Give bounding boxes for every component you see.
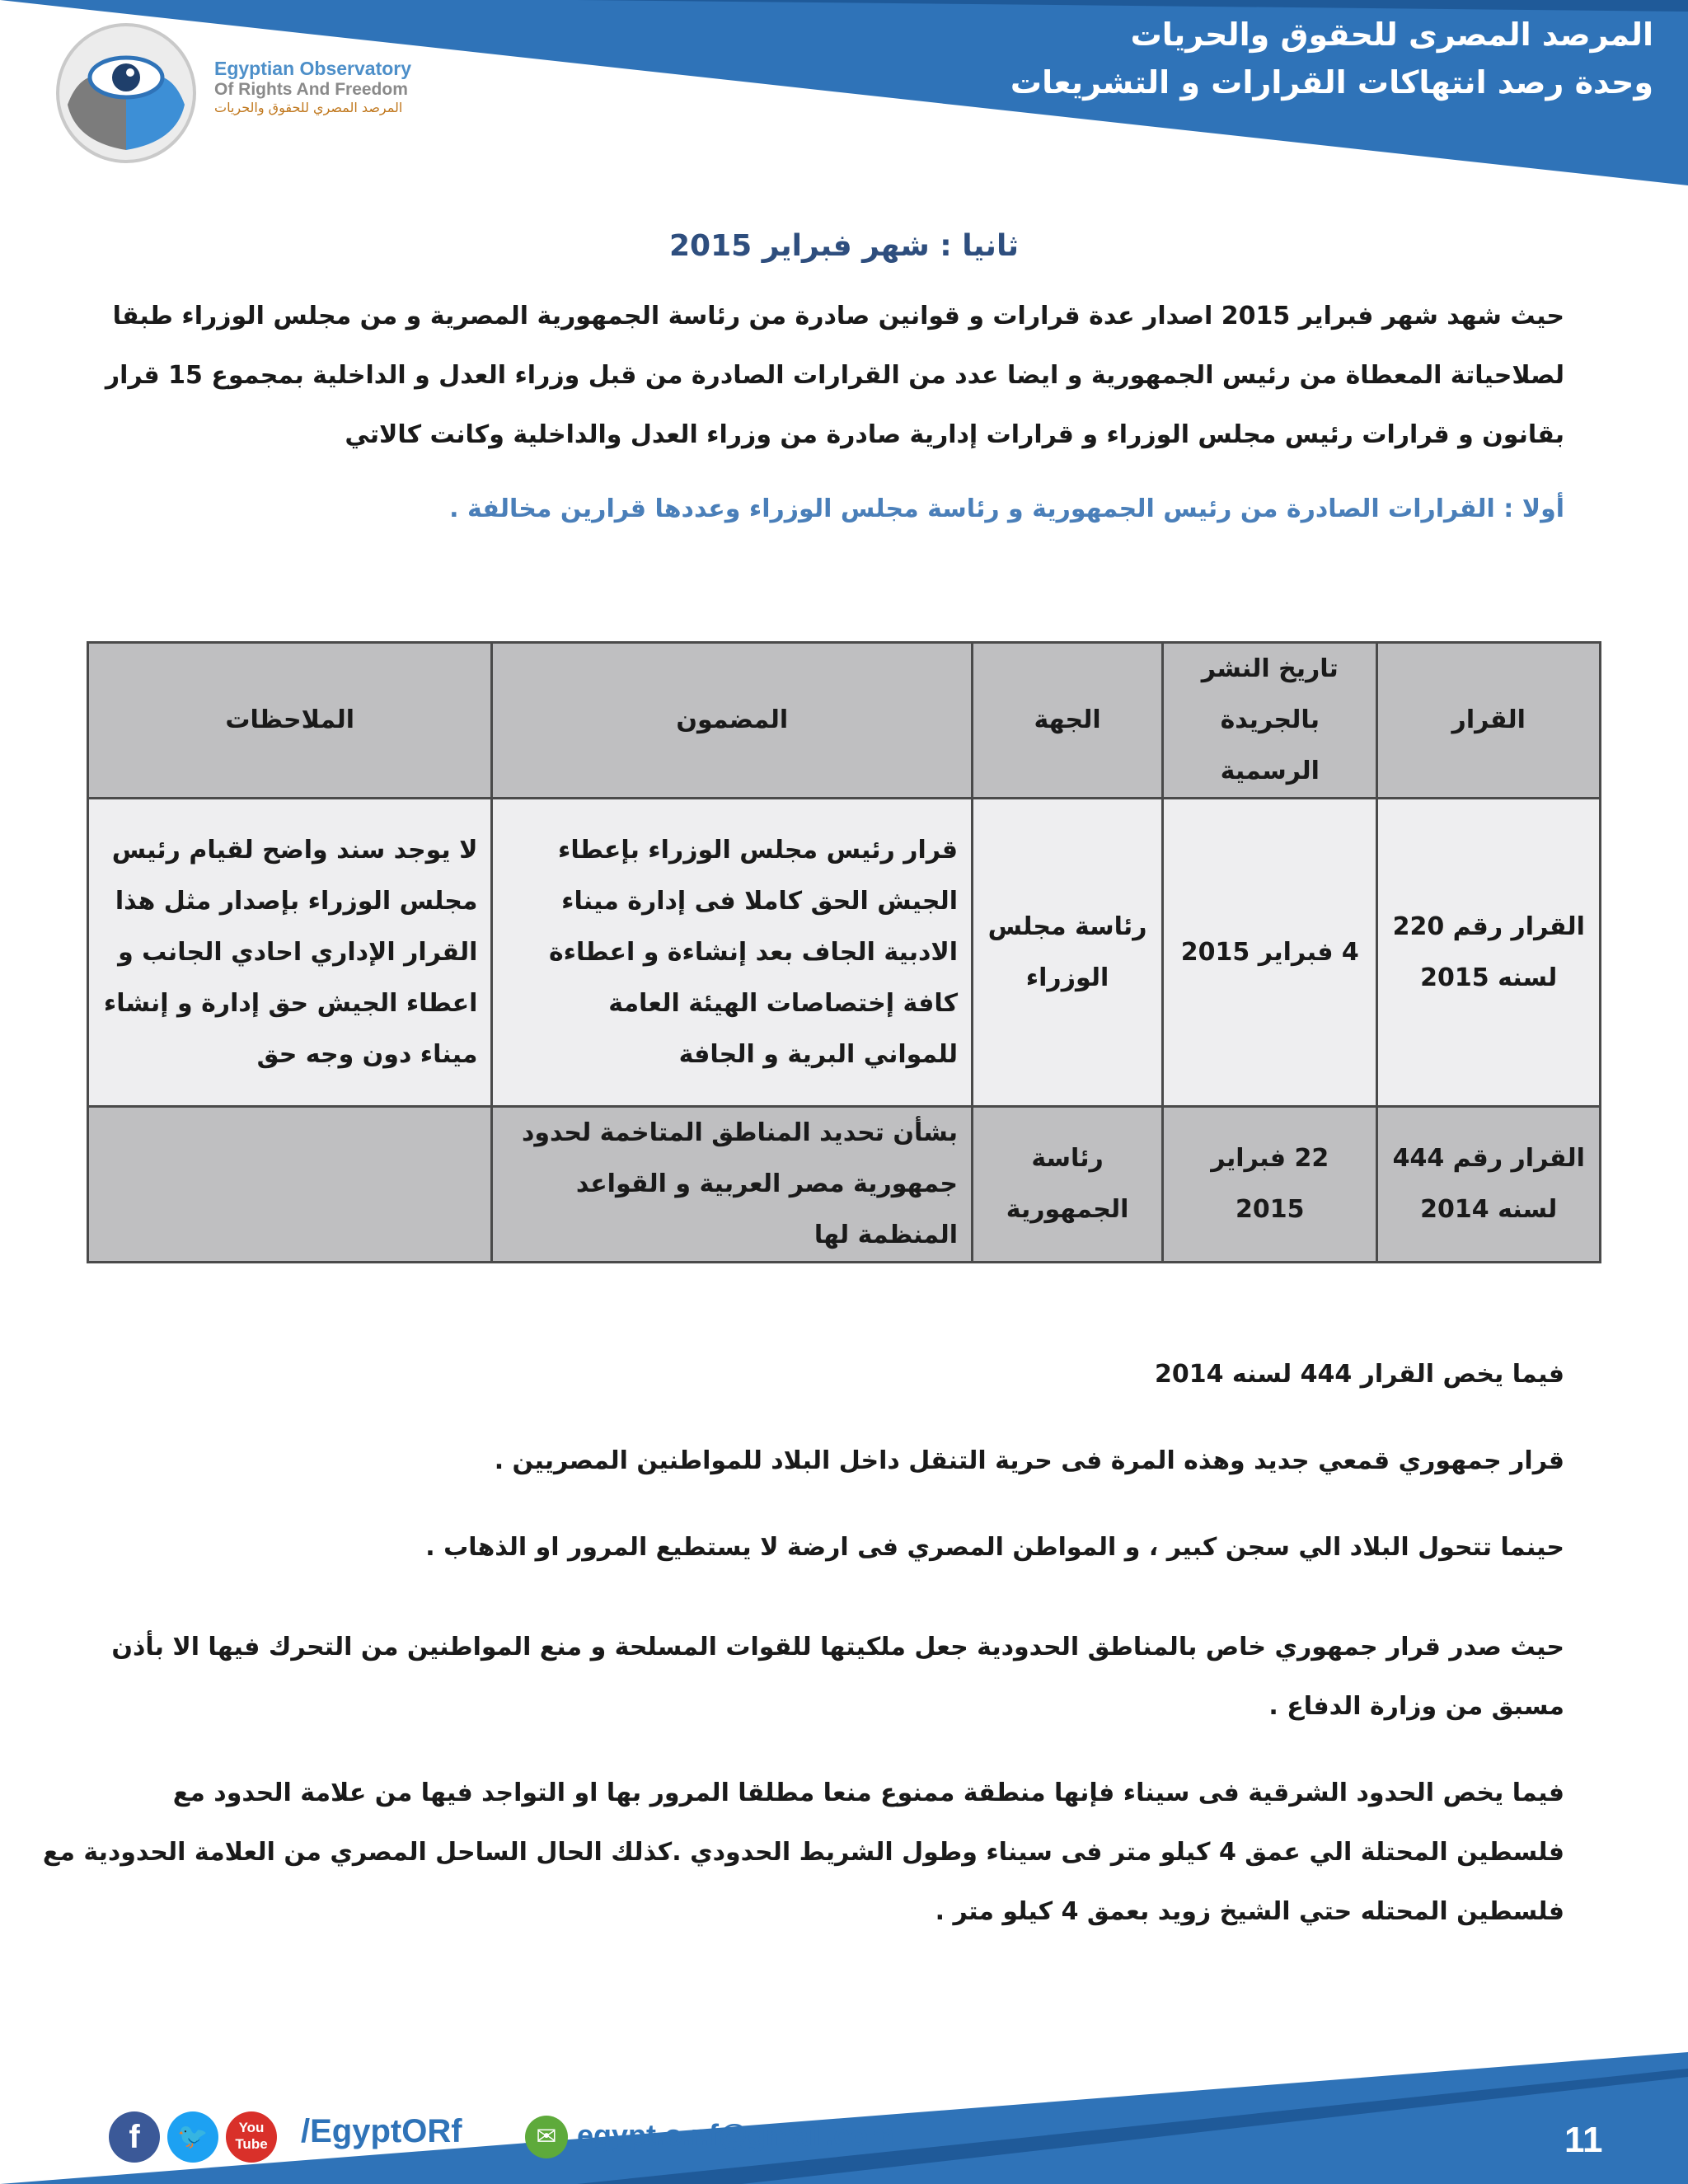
cell-content xyxy=(492,799,973,1107)
intro-line: لصلاحياتة المعطاة من رئيس الجمهورية و ايضا عدد من القرارات الصادرة من قبل وزراء العدل و الداخلية بمجموع 15 قرار xyxy=(105,361,1564,390)
youtube-icon-label: Tube xyxy=(235,2136,268,2152)
logo-text-ar: المرصد المصري للحقوق والحريات xyxy=(214,99,403,115)
header-authority: الجهة xyxy=(973,643,1163,799)
header-publish-date xyxy=(1163,643,1377,799)
intro-line: بقانون و قرارات رئيس مجلس الوزراء و قرارات إدارية صادرة من وزراء العدل والداخلية وكانت كالاتي xyxy=(345,420,1564,449)
cell-line: بشأن تحديد المناطق المتاخمة لحدود xyxy=(521,1118,959,1147)
intro-line: حيث شهد شهر فبراير 2015 اصدار عدة قرارات و قوانين صادرة من رئاسة الجمهورية المصرية و من مجلس الوزراء طبقا xyxy=(112,302,1564,330)
cell-line: المنظمة لها xyxy=(814,1221,959,1249)
cell-line: قرار رئيس مجلس الوزراء بإعطاء xyxy=(558,835,959,865)
body-line: فيما يخص الحدود الشرقية فى سيناء فإنها منطقة ممنوع منعا مطلقا المرور بها او التواجد فيها من علامة الحدود مع xyxy=(172,1779,1564,1807)
body-paragraph: حينما تتحول البلاد الي سجن كبير ، و المواطن المصري فى ارضة لا يستطيع المرور او الذهاب . xyxy=(425,1533,1564,1562)
header-publish-date-line: تاريخ النشر xyxy=(1201,654,1339,683)
cell-line: لسنه 2015 xyxy=(1420,963,1558,992)
section-title: ثانيا : شهر فبراير 2015 xyxy=(669,229,1019,263)
body-line: حيث صدر قرار جمهوري خاص بالمناطق الحدودية جعل ملكيتها للقوات المسلحة و منع المواطنين من التحرك فيها الا بأذن xyxy=(111,1633,1564,1661)
cell-line: كافة إختصاصات الهيئة العامة xyxy=(608,988,959,1018)
intro-paragraph xyxy=(97,287,1564,465)
cell-line: جمهورية مصر العربية و القواعد xyxy=(575,1169,959,1198)
table-row xyxy=(88,799,1601,1107)
body-line: مسبق من وزارة الدفاع . xyxy=(1268,1692,1564,1721)
body-paragraph: فيما يخص القرار 444 لسنه 2014 xyxy=(1154,1360,1564,1389)
cell-line: القرار رقم 444 xyxy=(1392,1144,1585,1173)
table-row xyxy=(88,1107,1601,1263)
logo xyxy=(56,23,196,163)
cell-line: لا يوجد سند واضح لقيام رئيس xyxy=(111,835,478,865)
cell-notes xyxy=(88,799,492,1107)
email-icon: ✉ xyxy=(525,2116,568,2158)
cell-line: ميناء دون وجه حق xyxy=(256,1039,478,1069)
cell-line: لسنه 2014 xyxy=(1420,1195,1558,1224)
body-paragraph xyxy=(42,1764,1564,1942)
cell-authority xyxy=(973,1107,1163,1263)
header-decision: القرار xyxy=(1377,643,1601,799)
cell-publish-date: 22 فبراير 2015 xyxy=(1163,1107,1377,1263)
cell-line: رئاسة xyxy=(1031,1144,1104,1173)
facebook-icon[interactable]: f xyxy=(109,2111,160,2163)
page-number: 11 xyxy=(1564,2120,1603,2160)
cell-line: الوزراء xyxy=(1025,963,1109,992)
cell-line: القرار رقم 220 xyxy=(1392,912,1585,941)
cell-authority xyxy=(973,799,1163,1107)
email-link[interactable]: egypt.o.r.f@gmail.com xyxy=(577,2118,895,2152)
header-notes: الملاحظات xyxy=(88,643,492,799)
cell-line: مجلس الوزراء بإصدار مثل هذا xyxy=(115,886,478,916)
cell-decision xyxy=(1377,1107,1601,1263)
logo-text xyxy=(214,58,411,116)
cell-decision xyxy=(1377,799,1601,1107)
youtube-icon-label: You xyxy=(238,2120,265,2135)
body-line: فلسطين المحتله حتي الشيخ زويد بعمق 4 كيلو متر . xyxy=(935,1897,1564,1926)
cell-notes xyxy=(88,1107,492,1263)
decisions-table xyxy=(87,641,1601,1263)
cell-line: الادبية الجاف بعد إنشاءة و اعطاءة xyxy=(548,937,959,967)
table-header-row xyxy=(88,643,1601,799)
cell-publish-date: 4 فبراير 2015 xyxy=(1163,799,1377,1107)
body-paragraph: قرار جمهوري قمعي جديد وهذه المرة فى حرية التنقل داخل البلاد للمواطنين المصريين . xyxy=(494,1446,1564,1475)
body-paragraph xyxy=(89,1618,1564,1736)
logo-text-en-2: Of Rights And Freedom xyxy=(214,80,408,100)
first-heading: أولا : القرارات الصادرة من رئيس الجمهورية و رئاسة مجلس الوزراء وعددها قرارين مخالفة . xyxy=(449,494,1564,523)
eye-hands-icon xyxy=(59,26,193,160)
header-title: المرصد المصرى للحقوق والحريات xyxy=(1130,16,1653,53)
cell-line: الجيش الحق كاملا فى إدارة ميناء xyxy=(561,886,959,916)
cell-line: القرار الإداري احادي الجانب و xyxy=(118,937,478,967)
twitter-icon[interactable]: 🐦 xyxy=(167,2111,218,2163)
logo-text-en-1: Egyptian Observatory xyxy=(214,58,412,79)
cell-line: اعطاء الجيش حق إدارة و إنشاء xyxy=(103,988,478,1018)
header-publish-date-line: بالجريدة xyxy=(1220,705,1320,734)
cell-line: رئاسة مجلس xyxy=(987,912,1147,941)
social-handle-link[interactable]: /EgyptORf xyxy=(301,2113,462,2149)
cell-content xyxy=(492,1107,973,1263)
header-content: المضمون xyxy=(492,643,973,799)
body-line: فلسطين المحتلة الي عمق 4 كيلو متر فى سيناء وطول الشريط الحدودي .كذلك الحال الساحل المصري من العلامة الحدودية مع xyxy=(42,1838,1564,1867)
header-publish-date-line: الرسمية xyxy=(1220,757,1320,785)
header-subtitle: وحدة رصد انتهاكات القرارات و التشريعات xyxy=(1010,64,1653,101)
youtube-icon[interactable] xyxy=(226,2111,277,2163)
cell-line: الجمهورية xyxy=(1006,1195,1129,1224)
cell-line: للمواني البرية و الجافة xyxy=(678,1039,959,1069)
